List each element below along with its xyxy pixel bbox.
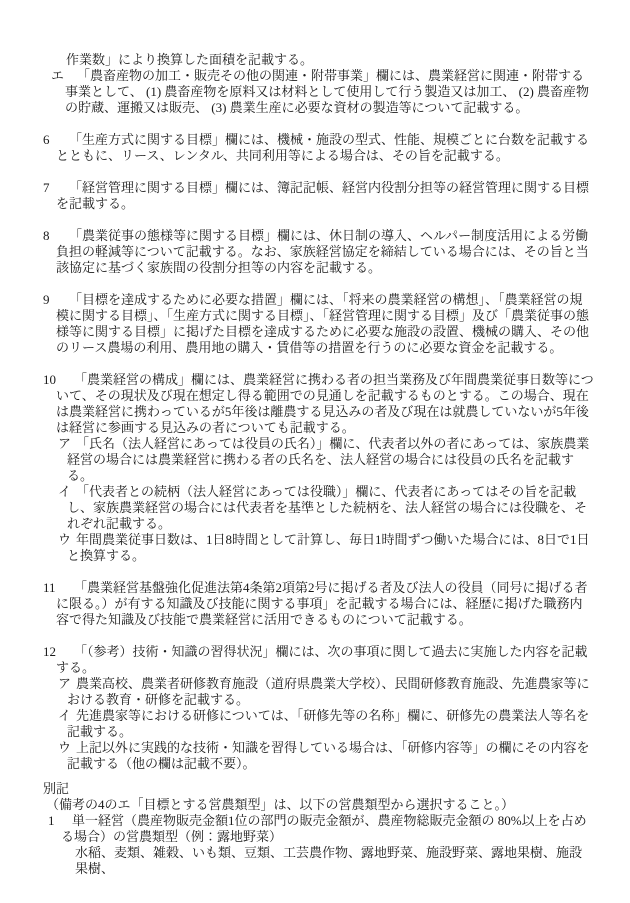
paragraph-text: 単一経営（農産物販売金額1位の部門の販売金額が、農産物総販売金額の 80%以上を占める場合）の営農類型（例：露地野菜） [61, 813, 587, 844]
item-marker: イ [58, 708, 72, 723]
paragraph-text: 「氏名（法人経営にあっては役員の氏名）」欄に、代表者以外の者にあっては、家族農業経営の場合には農業経営に携わる者の氏名を、法人経営の場合には役員の氏名を記載する。 [67, 436, 590, 483]
item-12-u [43, 740, 594, 772]
item-7 [43, 180, 594, 212]
item-marker: 7 [43, 180, 50, 195]
paragraph-text: 「（参考）技術・知識の習得状況」欄には、次の事項に関して過去に実施した内容を記載する。 [56, 644, 588, 675]
item-8 [43, 228, 594, 276]
paragraph-text: 水稲、麦類、雑穀、いも類、豆類、工芸農作物、露地野菜、施設野菜、露地果樹、施設果樹、 [75, 845, 583, 876]
item-marker: 9 [43, 292, 50, 307]
paragraph-text: 「生産方式に関する目標」欄には、機械・施設の型式、性能、規模ごとに台数を記載するとともに、リース、レンタル、共同利用等による場合は、その旨を記載する。 [56, 132, 590, 163]
item-marker: エ [51, 68, 65, 83]
item-marker: 10 [43, 372, 56, 387]
paragraph-text: 農業高校、農業者研修教育施設（道府県農業大学校）、民間研修教育施設、先進農家等における教育・研修を記載する。 [67, 676, 590, 707]
item-marker: 12 [43, 644, 56, 659]
item-marker: イ [58, 484, 72, 499]
item-10-a [43, 436, 594, 484]
paragraph-text: 別記 [43, 781, 70, 796]
paragraph-text: 年間農業従事日数は、1日8時間として計算し、毎日1時間ずつ働いた場合には、8日で1日と換算する。 [67, 532, 590, 563]
bekki-note [43, 797, 594, 813]
paragraph-text: 「経営管理に関する目標」欄には、簿記記帳、経営内役割分担等の経営管理に関する目標を記載する。 [56, 180, 590, 211]
paragraph-text: 「農畜産物の加工・販売その他の関連・附帯事業」欄には、農業経営に関連・附帯する事業として、 (1) 農畜産物を原料又は材料として使用して行う製造又は加工、 (2) 農畜産物の貯蔵、運搬又は販売、 (3) 農業生産に必要な資材の製造等について記載する。 [65, 68, 590, 115]
bekki-crop-list [43, 845, 594, 877]
item-marker: ア [58, 436, 72, 451]
item-marker: ウ [58, 740, 72, 755]
item-marker: ウ [58, 532, 72, 547]
paragraph-text: 「農業従事の態様等に関する目標」欄には、休日制の導入、ヘルパー制度活用による労働負担の軽減等について記載する。なお、家族経営協定を締結している場合には、その旨と当該協定に基づく家族間の役割分担等の内容を記載する。 [56, 228, 589, 275]
item-marker: 6 [43, 132, 50, 147]
item-4-continuation [43, 52, 594, 68]
paragraph-text: 「代表者との続柄（法人経営にあっては役職）」欄に、代表者にあってはその旨を記載し、家族農業経営の場合には代表者を基準とした続柄を、法人経営の場合には役職を、それぞれ記載する。 [67, 484, 588, 531]
document-content [43, 52, 594, 877]
item-12 [43, 644, 594, 676]
item-6 [43, 132, 594, 164]
item-marker: 8 [43, 228, 50, 243]
paragraph-text: 先進農家等における研修については、「研修先等の名称」欄に、研修先の農業法人等名を記載する。 [67, 708, 590, 739]
item-11 [43, 580, 594, 628]
paragraph-text: 「農業経営の構成」欄には、農業経営に携わる者の担当業務及び年間農業従事日数等について、その現状及び現在想定し得る範囲での見通しを記載するものとする。この場合、現在は農業経営に携わっているが5年後は離農する見込みの者及び現在は就農していないが5年後は経営に参画する見込みの者についても記載する。 [56, 372, 594, 435]
item-10-i [43, 484, 594, 532]
paragraph-text: 「目標を達成するために必要な措置」欄には、「将来の農業経営の構想」、「農業経営の規模に関する目標」、「生産方式に関する目標」、「経営管理に関する目標」及び「農業従事の態様等に関する目標」に掲げた目標を達成するために必要な施設の設置、機械の購入、その他のリース農場の利用、農用地の購入・賃借等の措置を行うのに必要な資金を記載する。 [56, 292, 590, 355]
item-10-u [43, 532, 594, 564]
item-marker: 1 [48, 813, 55, 828]
bekki-heading [43, 781, 594, 797]
item-marker: 11 [43, 580, 56, 595]
item-4-e [43, 68, 594, 116]
paragraph-text: （備考の4のエ「目標とする営農類型」は、以下の営農類型から選択すること。） [46, 797, 515, 812]
item-12-i [43, 708, 594, 740]
paragraph-text: 「農業経営基盤強化促進法第4条第2項第2号に掲げる者及び法人の役員（同号に掲げる者に限る。）が有する知識及び技能に関する事項」を記載する場合には、経歴に掲げた職務内容で得た知識及び技能で農業経営に活用できるものについて記載する。 [56, 580, 588, 627]
bekki-item-1 [43, 813, 594, 845]
item-marker: ア [58, 676, 72, 691]
paragraph-text: 作業数」により換算した面積を記載する。 [66, 52, 314, 67]
paragraph-text: 上記以外に実践的な技術・知識を習得している場合は、「研修内容等」の欄にその内容を記載する（他の欄は記載不要）。 [67, 740, 590, 771]
item-10 [43, 372, 594, 436]
item-12-a [43, 676, 594, 708]
item-9 [43, 292, 594, 356]
